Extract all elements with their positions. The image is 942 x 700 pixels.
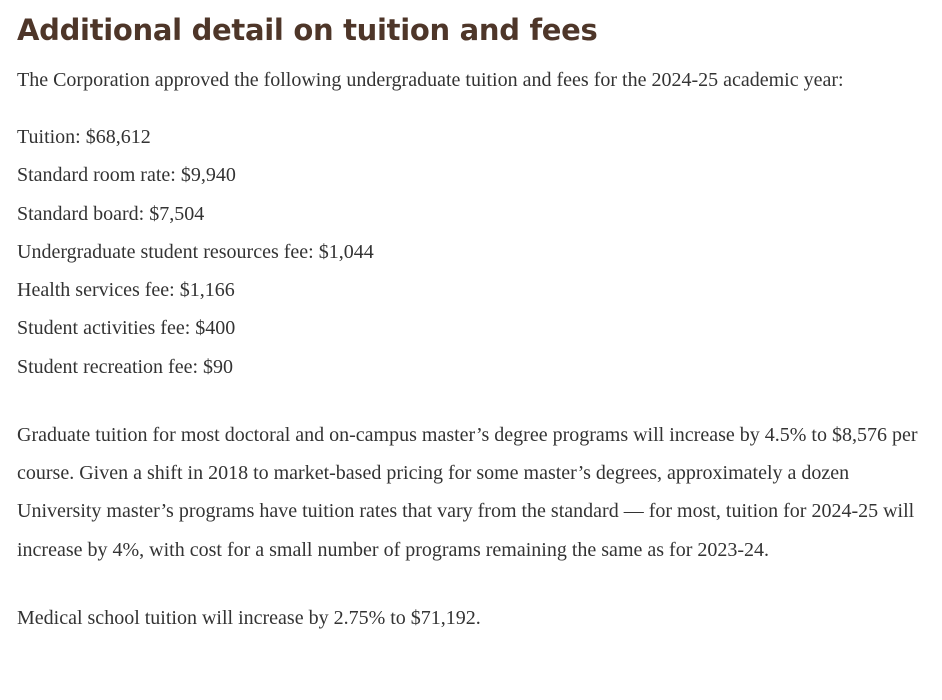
graduate-tuition-paragraph: Graduate tuition for most doctoral and on-campus master’s degree programs will increase by 4.5% to $8,576 per course. Given a shift in 2018 to market-based pricing for some master’s degrees, approximately a dozen University master’s programs have tuition rates that vary from the standard — for most, tuition for 2024-25 will increase by 4%, with cost for a small number of programs remaining the same as for 2023-24. xyxy=(17,424,918,561)
fee-item-activities: Student activities fee: $400 xyxy=(17,317,236,340)
fee-item-board: Standard board: $7,504 xyxy=(17,202,205,225)
fee-item-health: Health services fee: $1,166 xyxy=(17,279,235,302)
fee-item-recreation: Student recreation fee: $90 xyxy=(17,355,234,378)
fee-list xyxy=(17,118,932,386)
fee-item-tuition: Tuition: $68,612 xyxy=(17,126,151,148)
section-heading: Additional detail on tuition and fees xyxy=(17,13,598,47)
article-body xyxy=(17,0,932,637)
medical-tuition-paragraph: Medical school tuition will increase by 2.75% to $71,192. xyxy=(17,606,481,629)
fee-item-resources: Undergraduate student resources fee: $1,044 xyxy=(17,240,374,263)
intro-paragraph: The Corporation approved the following undergraduate tuition and fees for the 2024-25 academic year: xyxy=(17,69,844,91)
fee-item-room: Standard room rate: $9,940 xyxy=(17,164,236,187)
